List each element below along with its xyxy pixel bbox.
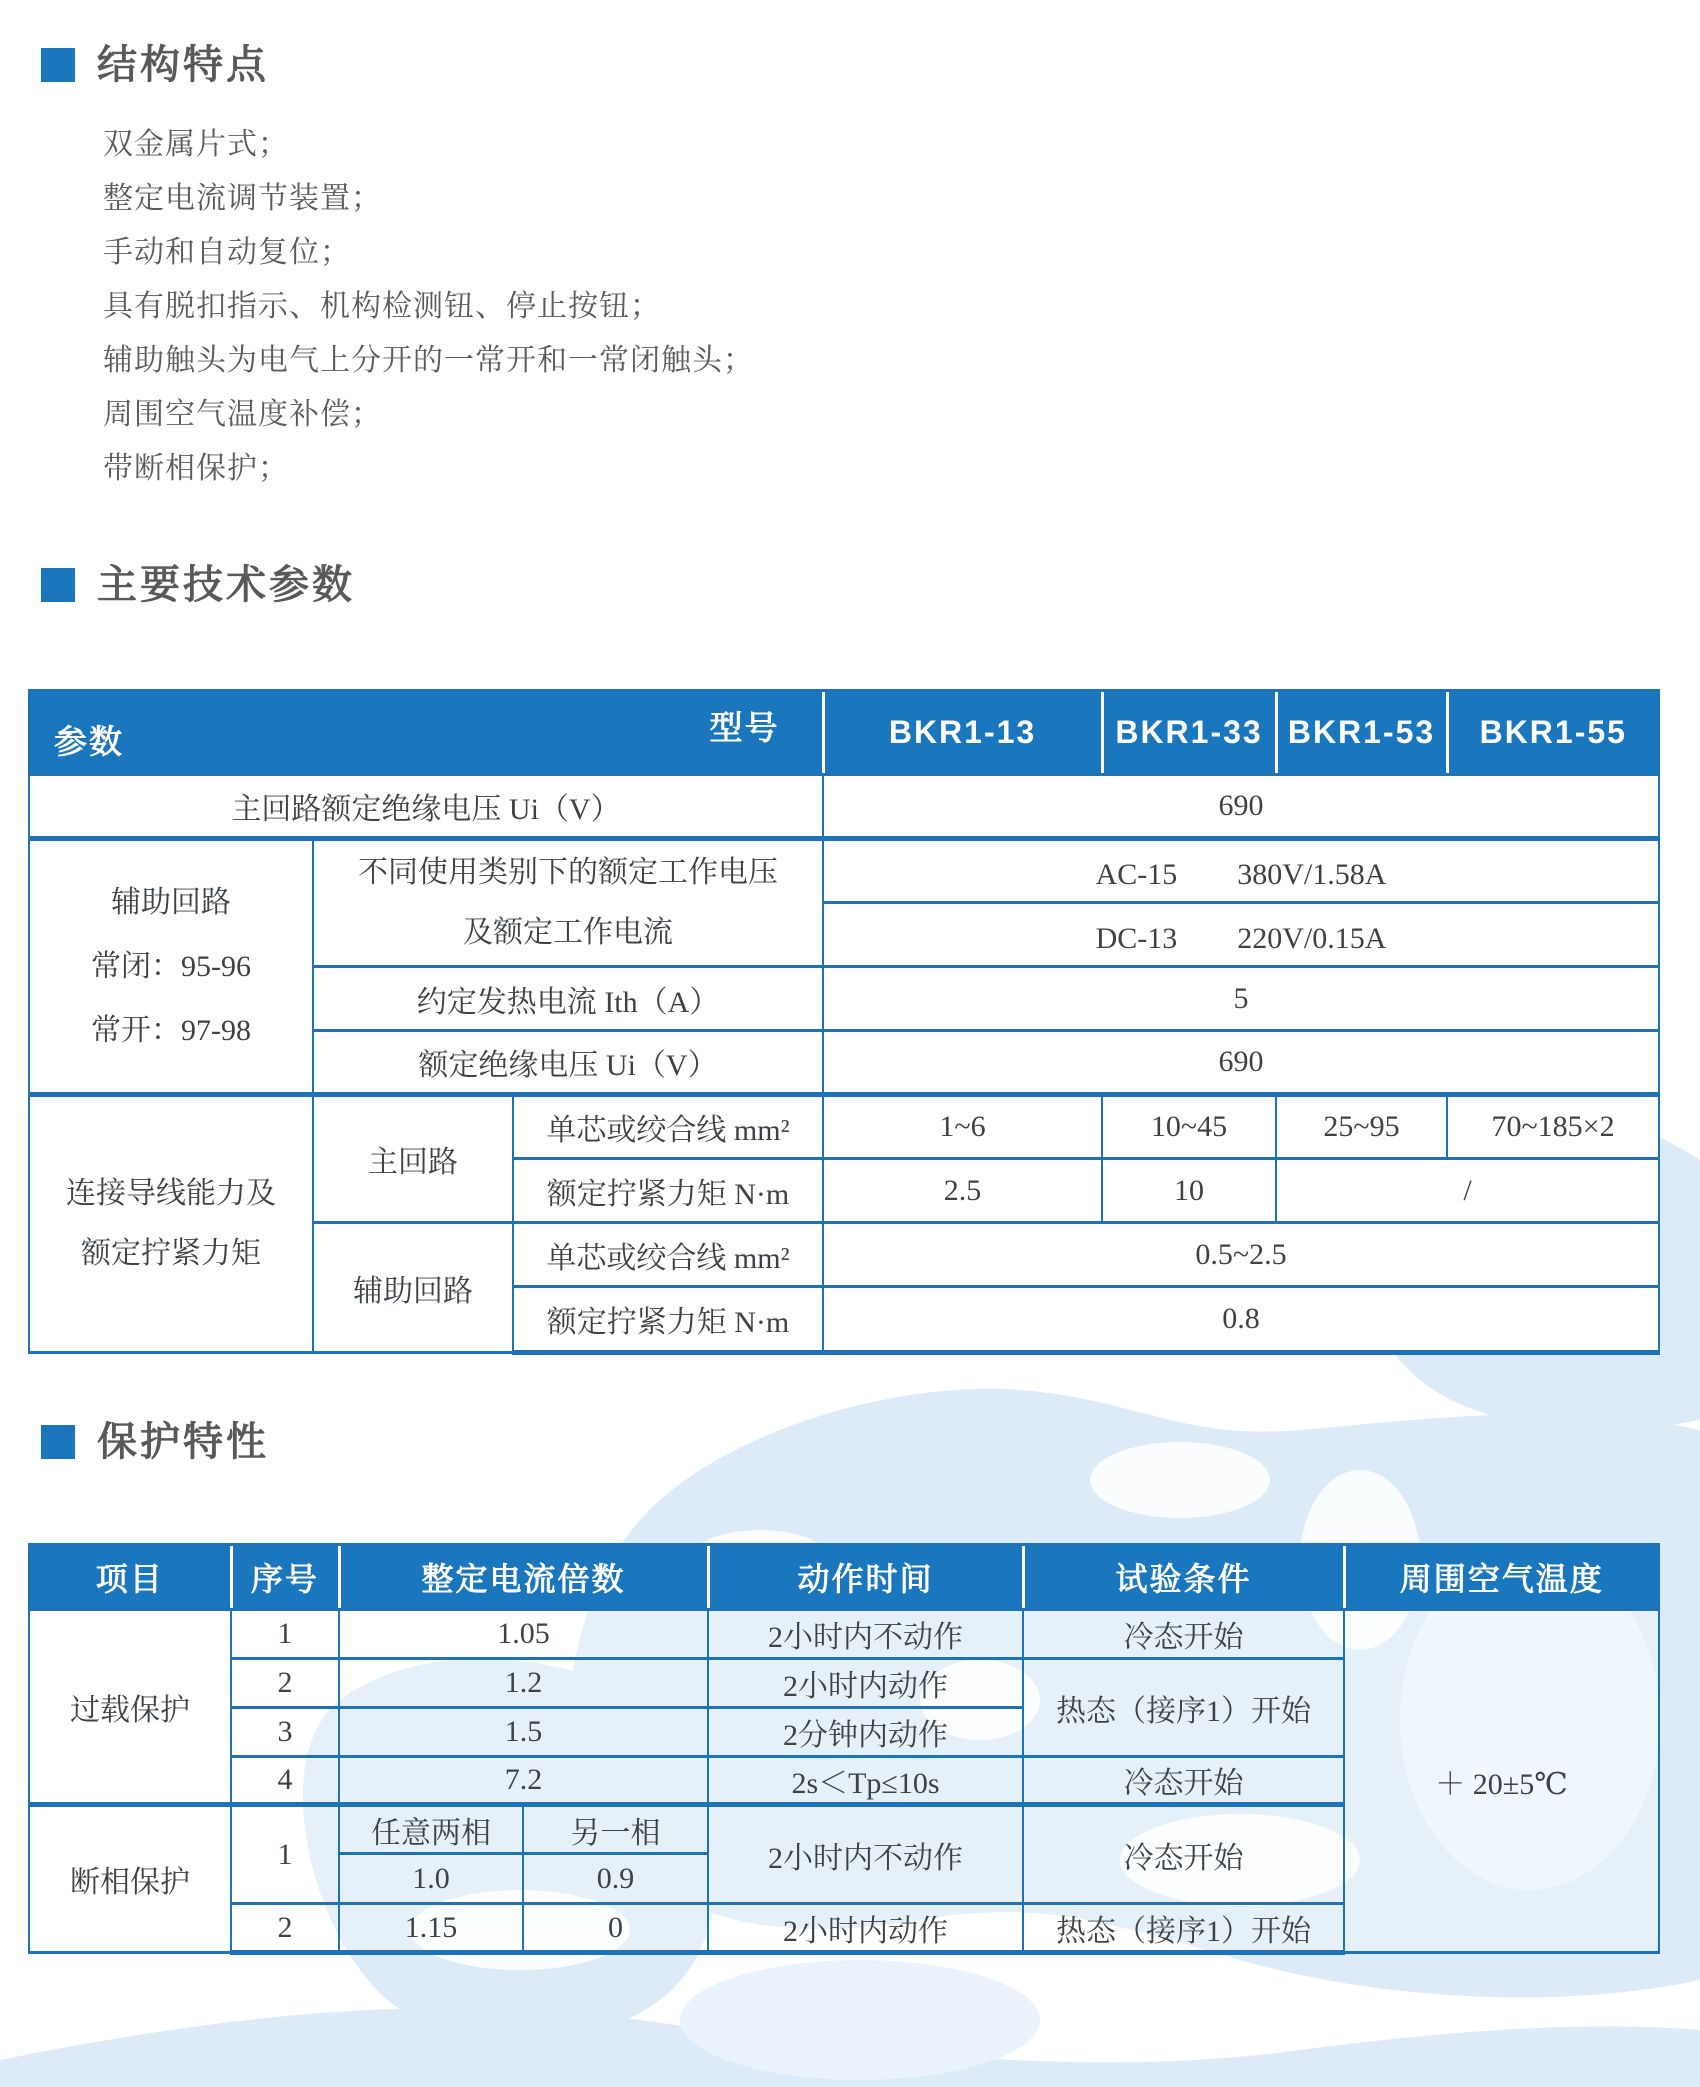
value-ui-main: 690 (823, 775, 1659, 839)
cell-time: 2s＜Tp≤10s (708, 1757, 1023, 1805)
cell-condition: 热态（接序1）开始 (1023, 1659, 1344, 1757)
value-aux-wire: 0.5~2.5 (823, 1223, 1659, 1287)
value-main-torque: / (1276, 1159, 1659, 1223)
corner-label-param: 参数 (54, 723, 124, 760)
feature-item: 手动和自动复位； (103, 236, 351, 269)
cell-time: 2小时内动作 (708, 1659, 1023, 1708)
cell-no: 1 (231, 1805, 339, 1904)
cell-no: 1 (231, 1610, 339, 1659)
feature-item: 周围空气温度补偿； (103, 398, 382, 431)
feature-item: 整定电流调节装置； (103, 182, 382, 215)
value-duty-dc: DC-13 220V/0.15A (823, 903, 1659, 967)
cell-condition: 冷态开始 (1023, 1757, 1344, 1805)
section-title-protection: 保护特性 (97, 1420, 269, 1464)
section-header-features (41, 41, 269, 89)
cell-no: 4 (231, 1757, 339, 1805)
row-label-ui-main: 主回路额定绝缘电压 Ui（V） (29, 775, 823, 839)
corner-label-model: 型号 (709, 709, 780, 746)
col-header-ambient: 周围空气温度 (1344, 1545, 1659, 1610)
section-bullet-icon (41, 568, 75, 602)
section-bullet-icon (41, 1425, 75, 1459)
value-ui-aux: 690 (823, 1031, 1659, 1095)
cell-multiple: 1.5 (339, 1708, 708, 1757)
cell-time: 2分钟内动作 (708, 1708, 1023, 1757)
cell-phase-b-value: 0.9 (523, 1854, 708, 1904)
value-ith: 5 (823, 967, 1659, 1031)
model-header: BKR1-33 (1102, 691, 1276, 775)
cell-no: 3 (231, 1708, 339, 1757)
model-header: BKR1-53 (1276, 691, 1447, 775)
cell-multiple: 1.05 (339, 1610, 708, 1659)
col-header-item: 项目 (29, 1545, 231, 1610)
group-label-wiring: 连接导线能力及 额定拧紧力矩 (29, 1095, 313, 1353)
cell-time: 2小时内动作 (708, 1904, 1023, 1953)
cell-no: 2 (231, 1904, 339, 1953)
row-label-wire: 单芯或绞合线 mm² (513, 1095, 823, 1159)
value-main-wire: 25~95 (1276, 1095, 1447, 1159)
cell-time: 2小时内不动作 (708, 1610, 1023, 1659)
group-label-overload: 过载保护 (29, 1610, 231, 1805)
row-label-duty: 不同使用类别下的额定工作电压 及额定工作电流 (313, 839, 823, 967)
group-label-aux-circuit: 辅助回路 常闭：95-96 常开：97-98 (29, 839, 313, 1095)
row-label-wire: 单芯或绞合线 mm² (513, 1223, 823, 1287)
row-label-torque: 额定拧紧力矩 N·m (513, 1159, 823, 1223)
cell-multiple: 7.2 (339, 1757, 708, 1805)
cell-no: 2 (231, 1659, 339, 1708)
cell-ambient-temperature: ＋ 20±5℃ (1344, 1610, 1659, 1953)
cell-phase-a-value: 1.0 (339, 1854, 523, 1904)
section-title-features: 结构特点 (97, 43, 269, 87)
col-header-multiple: 整定电流倍数 (339, 1545, 708, 1610)
row-label-ith: 约定发热电流 Ith（A） (313, 967, 823, 1031)
cell-phase-a-value: 1.15 (339, 1904, 523, 1953)
value-duty-ac: AC-15 380V/1.58A (823, 839, 1659, 903)
feature-item: 双金属片式； (103, 128, 289, 161)
cell-phase-a-label: 任意两相 (339, 1805, 523, 1854)
feature-item: 带断相保护； (103, 452, 289, 485)
model-header: BKR1-55 (1447, 691, 1659, 775)
section-header-protection (41, 1418, 269, 1466)
tech-params-table (28, 689, 1660, 1355)
feature-list (103, 118, 754, 496)
sub-label-aux-circuit: 辅助回路 (313, 1223, 513, 1353)
section-bullet-icon (41, 48, 75, 82)
col-header-no: 序号 (231, 1545, 339, 1610)
value-main-wire: 1~6 (823, 1095, 1102, 1159)
col-header-condition: 试验条件 (1023, 1545, 1344, 1610)
cell-phase-b-label: 另一相 (523, 1805, 708, 1854)
section-header-parameters (41, 561, 355, 609)
feature-item: 具有脱扣指示、机构检测钮、停止按钮； (103, 290, 661, 323)
value-main-wire: 10~45 (1102, 1095, 1276, 1159)
protection-table (28, 1543, 1660, 1955)
cell-multiple: 1.2 (339, 1659, 708, 1708)
cell-condition: 热态（接序1）开始 (1023, 1904, 1344, 1953)
cell-condition: 冷态开始 (1023, 1805, 1344, 1904)
group-label-phase-failure: 断相保护 (29, 1805, 231, 1953)
value-main-torque: 10 (1102, 1159, 1276, 1223)
section-title-parameters: 主要技术参数 (97, 563, 355, 607)
col-header-time: 动作时间 (708, 1545, 1023, 1610)
model-header: BKR1-13 (823, 691, 1102, 775)
value-main-torque: 2.5 (823, 1159, 1102, 1223)
cell-condition: 冷态开始 (1023, 1610, 1344, 1659)
value-aux-torque: 0.8 (823, 1287, 1659, 1353)
value-main-wire: 70~185×2 (1447, 1095, 1659, 1159)
row-label-ui-aux: 额定绝缘电压 Ui（V） (313, 1031, 823, 1095)
sub-label-main-circuit: 主回路 (313, 1095, 513, 1223)
cell-phase-b-value: 0 (523, 1904, 708, 1953)
table-corner-cell (29, 691, 823, 775)
feature-item: 辅助触头为电气上分开的一常开和一常闭触头； (103, 344, 754, 377)
cell-time: 2小时内不动作 (708, 1805, 1023, 1904)
row-label-torque: 额定拧紧力矩 N·m (513, 1287, 823, 1353)
